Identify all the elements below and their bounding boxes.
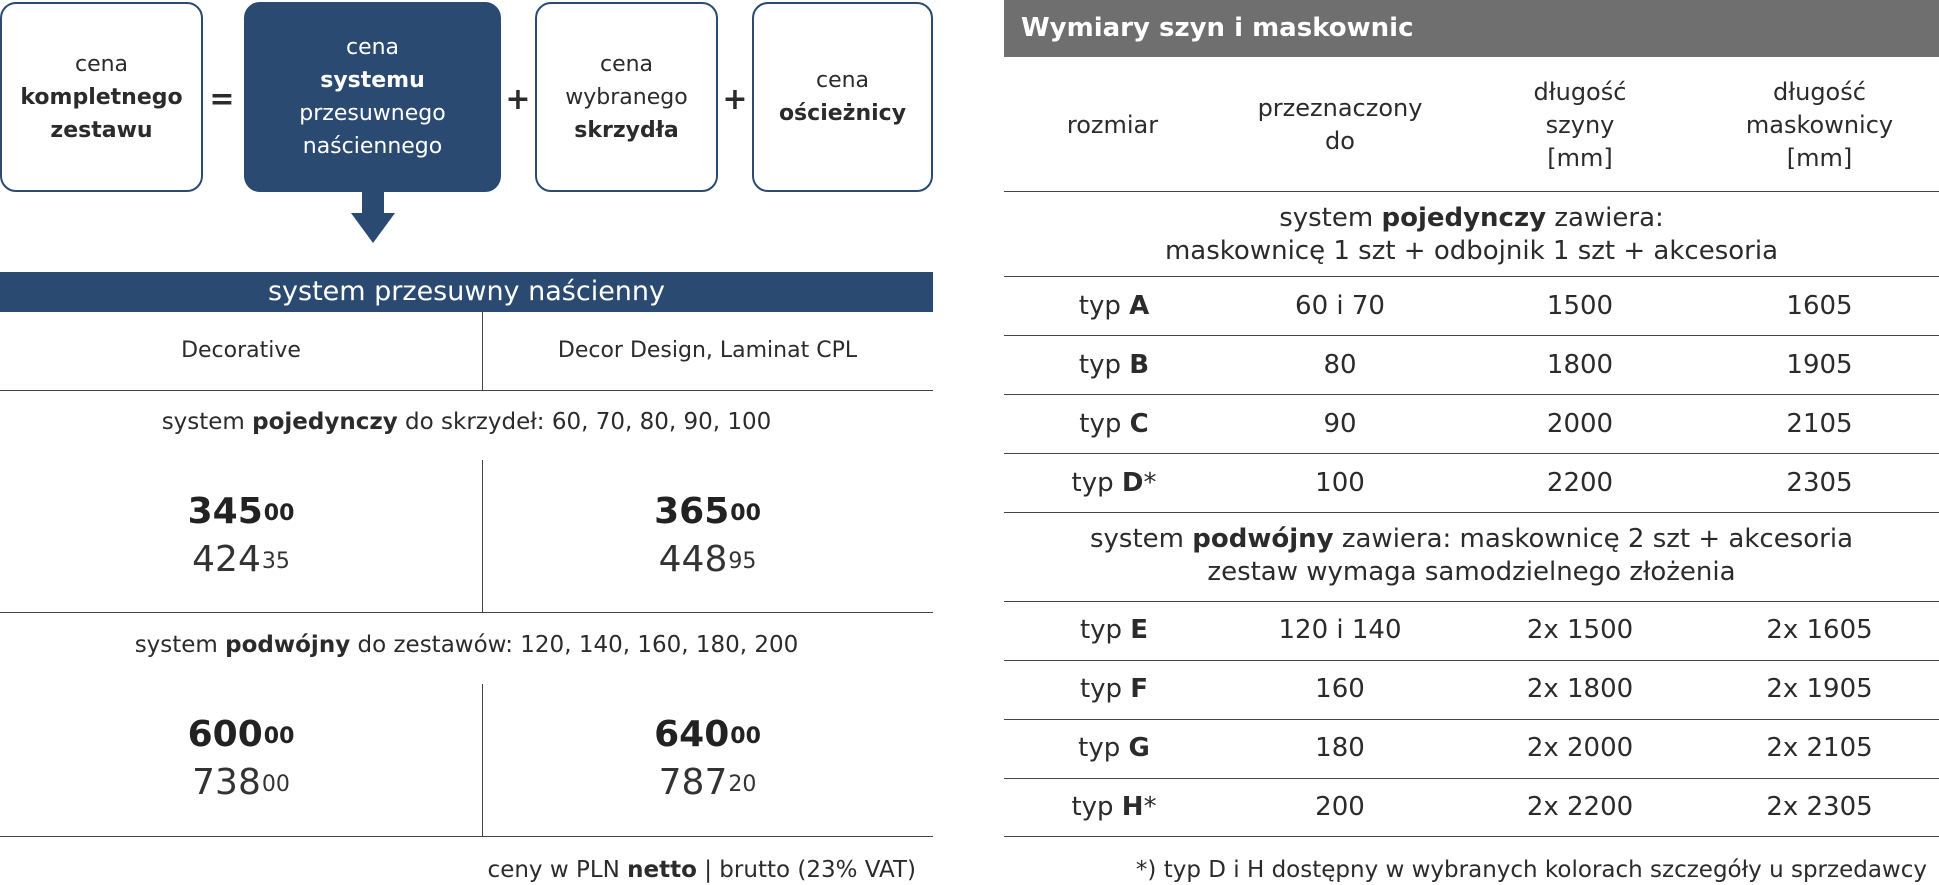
net-price: $345^{00}$: [187, 491, 295, 532]
table-row: typ H* 200 2x 2200 2x 2305: [1071, 792, 1873, 822]
box-line: skrzydła: [574, 117, 679, 143]
divider: [0, 612, 933, 613]
divider: [1004, 512, 1939, 513]
down-arrow-icon: [362, 192, 384, 214]
column-header: długość szyny [mm]: [1533, 78, 1627, 172]
box-line: systemu przesuwnego: [299, 68, 446, 126]
column-header: przeznaczony do: [1257, 94, 1423, 155]
box-line: kompletnego: [20, 84, 183, 110]
divider: [0, 836, 933, 837]
table-row: typ G 180 2x 2000 2x 2105: [1078, 733, 1873, 763]
table-row: typ B 80 1800 1905: [1078, 350, 1853, 380]
divider: [1004, 836, 1939, 837]
box-line: cena: [815, 68, 870, 93]
table-row: typ A 60 i 70 1500 1605: [1078, 291, 1853, 321]
single-system-description: system pojedynczy zawiera: maskownicę 1 szt + odbojnik 1 szt + akcesoria: [1164, 203, 1779, 266]
column-header: Decor Design, Laminat CPL: [557, 338, 858, 363]
box-line: naściennego: [302, 134, 443, 159]
column-header: długość maskownicy [mm]: [1745, 78, 1894, 172]
table-row: typ F 160 2x 1800 2x 1905: [1079, 674, 1873, 704]
frame-price-box: [752, 2, 933, 192]
plus-sign: +: [505, 82, 531, 117]
price-cell: [482, 713, 933, 809]
net-price: $600^{00}$: [187, 714, 295, 755]
price-cell: [0, 490, 482, 586]
divider: [1004, 191, 1939, 192]
box-line: cena: [74, 51, 129, 77]
box-line: ościeżnicy: [778, 101, 907, 126]
double-system-description: system podwójny zawiera: maskownicę 2 szt + akcesoria zestaw wymaga samodzielnego złożenia: [1089, 524, 1854, 587]
divider: [0, 390, 933, 391]
down-arrow-head-icon: [351, 213, 395, 243]
availability-footnote: *) typ D i H dostępny w wybranych kolorach szczegóły u sprzedawcy: [1135, 857, 1927, 883]
net-price: $640^{00}$: [654, 714, 761, 755]
box-line: wybranego: [565, 84, 688, 110]
complete-set-price-box: [0, 2, 203, 192]
box-line: cena: [599, 51, 654, 77]
table-row: typ E 120 i 140 2x 1500 2x 1605: [1079, 615, 1873, 645]
gross-price: $448^{95}$: [658, 539, 757, 580]
double-system-label: system podwójny do zestawów: 120, 140, 160, 180, 200: [134, 632, 799, 658]
equals-sign: =: [209, 82, 235, 117]
gross-price: $738^{00}$: [192, 762, 290, 803]
net-price: $365^{00}$: [654, 491, 761, 532]
table-row: typ C 90 2000 2105: [1079, 409, 1853, 439]
column-header: rozmiar: [1066, 111, 1159, 139]
table-row: typ D* 100 2200 2305: [1071, 468, 1853, 498]
plus-sign: +: [722, 82, 748, 117]
price-footnote: ceny w PLN netto | brutto (23% VAT): [487, 857, 916, 883]
price-cell: [482, 490, 933, 586]
box-line: zestawu: [50, 117, 153, 143]
gross-price: $787^{20}$: [658, 762, 757, 803]
leaf-price-box: [535, 2, 718, 192]
single-system-label: system pojedynczy do skrzydeł: 60, 70, 80, 90, 100: [161, 409, 772, 435]
column-header: Decorative: [181, 338, 301, 363]
system-price-box: [244, 2, 501, 192]
price-table-header: system przesuwny naścienny: [0, 272, 933, 312]
price-cell: [0, 713, 482, 809]
box-line: cena: [345, 35, 400, 60]
dimensions-title: Wymiary szyn i maskownic: [1004, 0, 1939, 57]
gross-price: $424^{35}$: [192, 539, 290, 580]
divider: [482, 312, 483, 390]
